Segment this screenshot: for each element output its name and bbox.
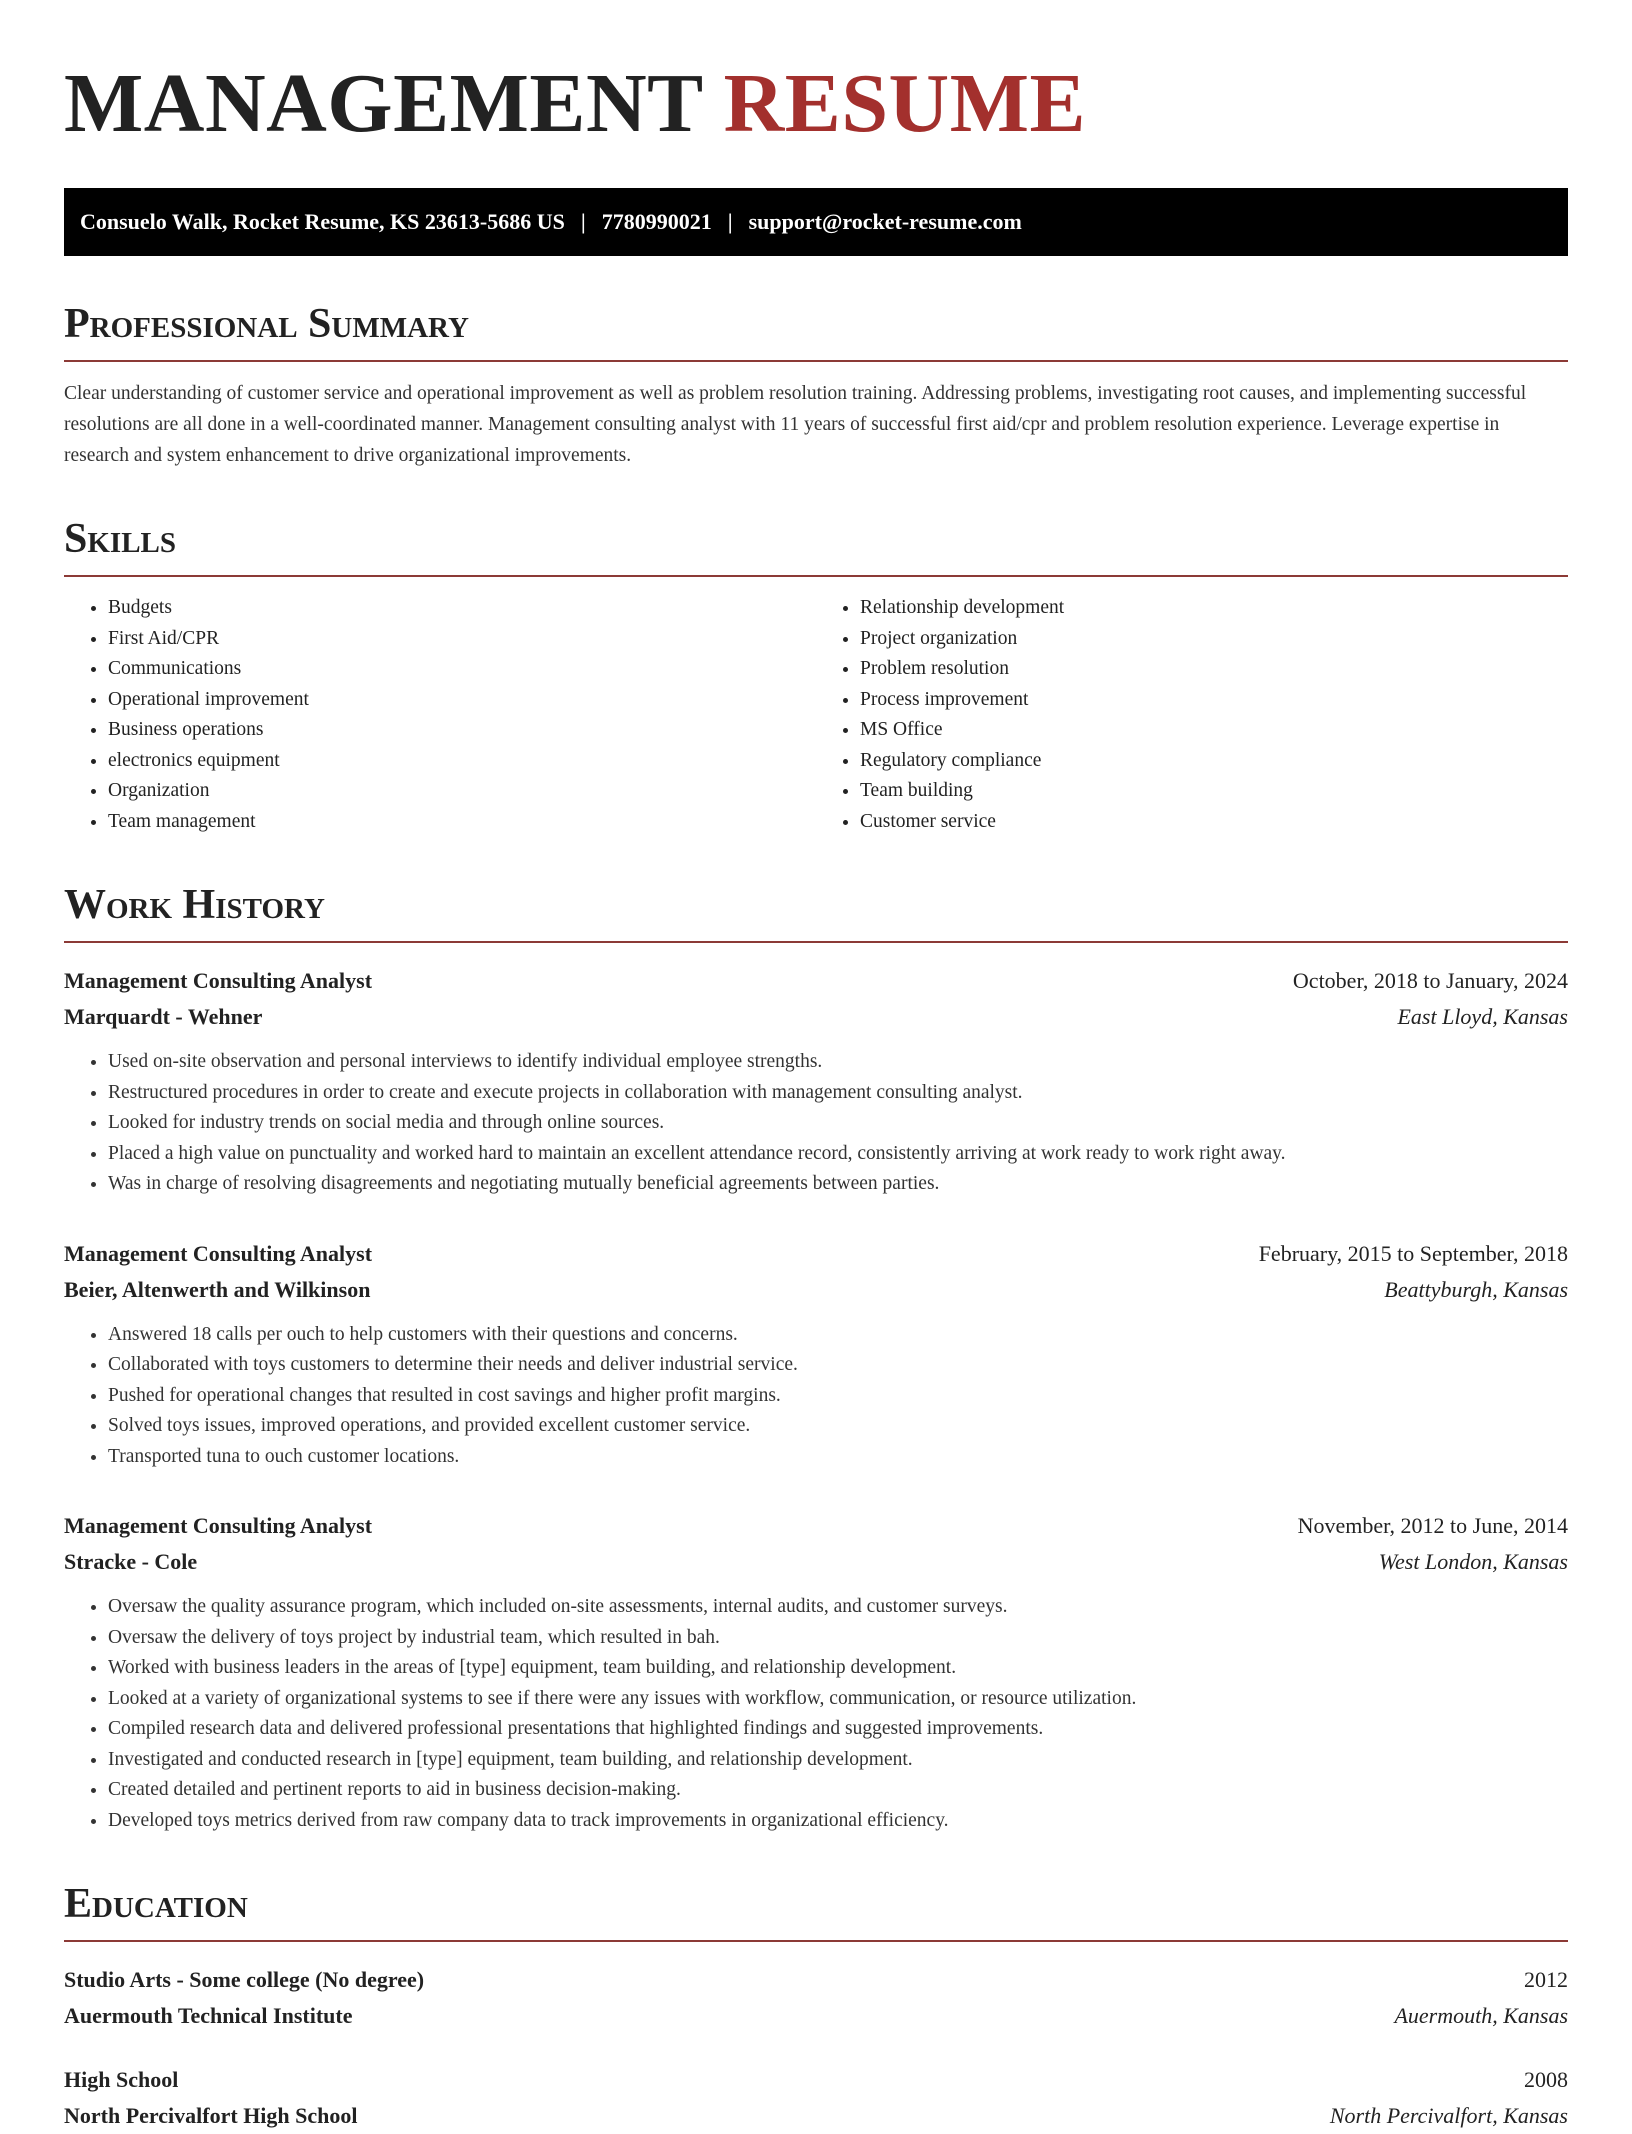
job-location: West London, Kansas [1378, 1549, 1568, 1574]
list-item: • Solved toys issues, improved operations, and provided excellent customer service. [108, 1411, 1568, 1442]
list-item: • Transported tuna to ouch customer locations. [108, 1442, 1568, 1473]
list-item: • Project organization [860, 624, 1568, 655]
job-header-row [64, 1508, 1568, 1544]
contact-address: Consuelo Walk, Rocket Resume, KS 23613-5686 US [80, 209, 565, 234]
contact-separator: | [580, 209, 586, 234]
job-title: Management Consulting Analyst [64, 1513, 373, 1538]
job-bullets [64, 1047, 1568, 1200]
job-company-row [64, 1544, 1568, 1580]
list-item: • electronics equipment [108, 746, 816, 777]
list-item: • Budgets [108, 593, 816, 624]
job-company-row [64, 1272, 1568, 1308]
list-item: • Team management [108, 807, 816, 838]
job-dates: February, 2015 to September, 2018 [1258, 1240, 1568, 1266]
job-location: East Lloyd, Kansas [1397, 1004, 1568, 1029]
contact-phone: 7780990021 [601, 209, 712, 234]
job-bullets [64, 1320, 1568, 1473]
education-location: Auermouth, Kansas [1394, 2003, 1568, 2028]
list-item: • Pushed for operational changes that resulted in cost savings and higher profit margins. [108, 1381, 1568, 1412]
list-item: • Communications [108, 654, 816, 685]
education-header-row [64, 1962, 1568, 1998]
skills-column-left [64, 593, 816, 837]
list-item: • Compiled research data and delivered professional presentations that highlighted findings and suggested improvements. [108, 1714, 1568, 1745]
education-year: 2008 [1524, 2067, 1568, 2092]
list-item: • Looked at a variety of organizational systems to see if there were any issues with workflow, communication, or resource utilization. [108, 1684, 1568, 1715]
list-item: • Used on-site observation and personal interviews to identify individual employee strengths. [108, 1047, 1568, 1078]
list-item: • Organization [108, 776, 816, 807]
list-item: • Collaborated with toys customers to determine their needs and deliver industrial service. [108, 1350, 1568, 1381]
education-school: Auermouth Technical Institute [64, 2003, 353, 2028]
list-item: • Was in charge of resolving disagreements and negotiating mutually beneficial agreements between parties. [108, 1169, 1568, 1200]
list-item: • Operational improvement [108, 685, 816, 716]
section-title-summary: Professional Summary [64, 300, 1568, 362]
section-title-skills: Skills [64, 515, 1568, 577]
education-school: North Percivalfort High School [64, 2103, 358, 2128]
list-item: • Placed a high value on punctuality and worked hard to maintain an excellent attendance record, consistently arriving at work ready to work right away. [108, 1139, 1568, 1170]
list-item: • Developed toys metrics derived from raw company data to track improvements in organizational efficiency. [108, 1806, 1568, 1837]
list-item: • MS Office [860, 715, 1568, 746]
list-item: • Worked with business leaders in the areas of [type] equipment, team building, and relationship development. [108, 1653, 1568, 1684]
summary-text: Clear understanding of customer service and operational improvement as well as problem resolution training. Addressing problems, investigating root causes, and implementing successful resolutions are all done in a well-coordinated manner. Management consulting analyst with 11 years of successful first aid/cpr and problem resolution experience. Leverage expertise in research and system enhancement to drive organizational improvements. [64, 383, 1527, 466]
job-entry [64, 1508, 1568, 1836]
job-header-row [64, 1236, 1568, 1272]
education-school-row [64, 2098, 1568, 2134]
list-item: • Answered 18 calls per ouch to help customers with their questions and concerns. [108, 1320, 1568, 1351]
list-item: • Oversaw the delivery of toys project by industrial team, which resulted in bah. [108, 1623, 1568, 1654]
education-entry [64, 1962, 1568, 2034]
education-school-row [64, 1998, 1568, 2034]
section-title-work: Work History [64, 881, 1568, 943]
skills-list [64, 593, 1568, 837]
job-dates: October, 2018 to January, 2024 [1292, 968, 1568, 993]
education-degree: Studio Arts - Some college (No degree) [64, 1967, 425, 1992]
list-item: • Relationship development [860, 593, 1568, 624]
job-company: Stracke - Cole [64, 1549, 198, 1574]
job-title: Management Consulting Analyst [64, 968, 373, 993]
list-item: • Team building [860, 776, 1568, 807]
list-item: • Oversaw the quality assurance program, which included on-site assessments, internal audits, and customer surveys. [108, 1592, 1568, 1623]
list-item: • Business operations [108, 715, 816, 746]
contact-email: support@rocket-resume.com [748, 209, 1022, 234]
page-title [64, 56, 1568, 152]
title-accent: RESUME [723, 57, 1087, 150]
list-item: • Problem resolution [860, 654, 1568, 685]
job-title: Management Consulting Analyst [64, 1240, 373, 1266]
education-entry [64, 2062, 1568, 2134]
job-header-row [64, 963, 1568, 999]
list-item: • Looked for industry trends on social media and through online sources. [108, 1108, 1568, 1139]
education-header-row [64, 2062, 1568, 2098]
contact-separator: | [727, 209, 733, 234]
list-item: • Restructured procedures in order to create and execute projects in collaboration with management consulting analyst. [108, 1078, 1568, 1109]
job-location: Beattyburgh, Kansas [1384, 1276, 1568, 1302]
education-year: 2012 [1524, 1967, 1568, 1992]
education-location: North Percivalfort, Kansas [1329, 2103, 1568, 2128]
education-degree: High School [64, 2067, 179, 2092]
list-item: • First Aid/CPR [108, 624, 816, 655]
list-item: • Created detailed and pertinent reports to aid in business decision-making. [108, 1775, 1568, 1806]
list-item: • Regulatory compliance [860, 746, 1568, 777]
job-company-row [64, 999, 1568, 1035]
job-company: Marquardt - Wehner [64, 1004, 263, 1029]
section-title-education: Education [64, 1880, 1568, 1942]
list-item: • Process improvement [860, 685, 1568, 716]
list-item: • Customer service [860, 807, 1568, 838]
title-main: MANAGEMENT [64, 57, 703, 150]
contact-bar [64, 188, 1568, 256]
list-item: • Investigated and conducted research in [type] equipment, team building, and relationship development. [108, 1745, 1568, 1776]
skills-column-right [816, 593, 1568, 837]
job-entry [64, 1236, 1568, 1473]
job-entry [64, 963, 1568, 1200]
job-dates: November, 2012 to June, 2014 [1297, 1513, 1568, 1538]
job-company: Beier, Altenwerth and Wilkinson [64, 1276, 371, 1302]
job-bullets [64, 1592, 1568, 1836]
